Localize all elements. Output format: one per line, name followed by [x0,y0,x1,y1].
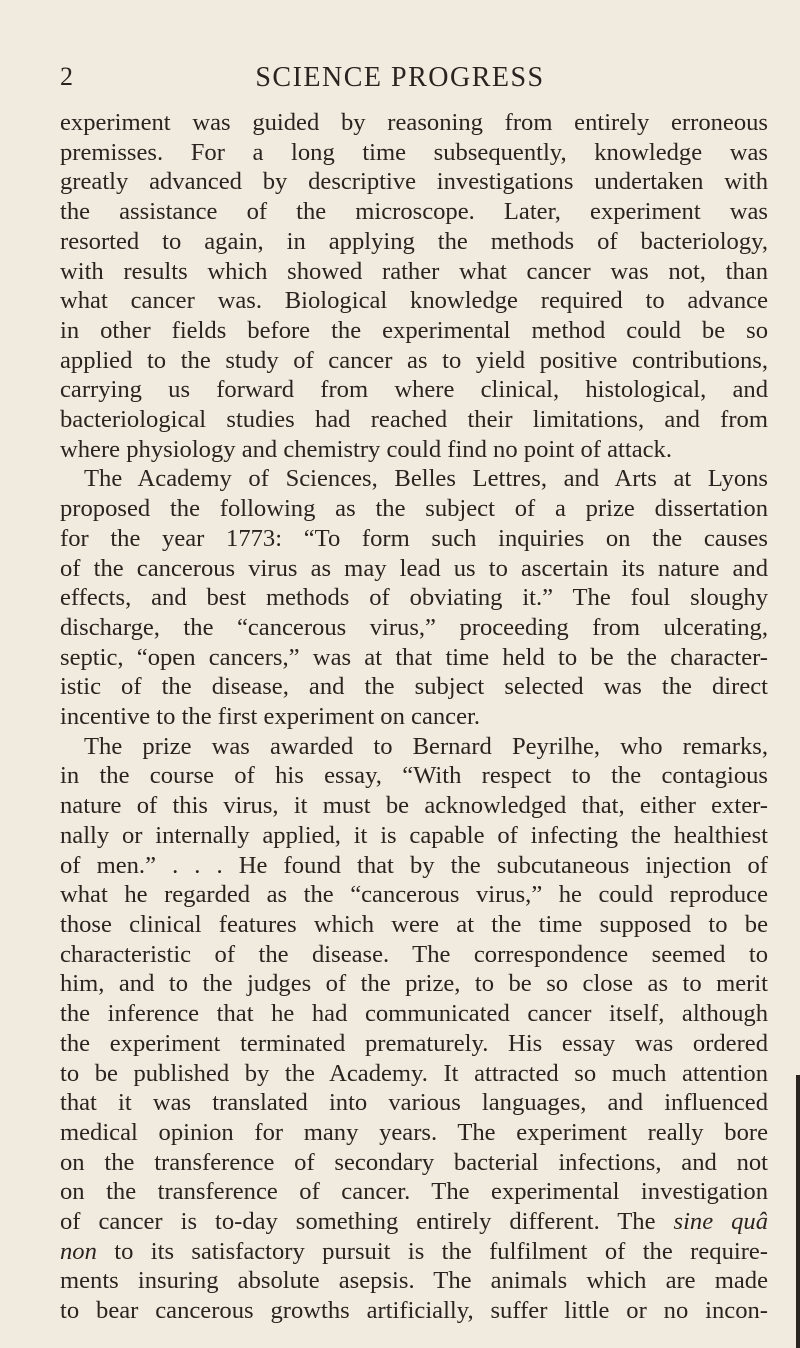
text-line: septic, “open cancers,” was at that time held to be the character- [60,643,768,671]
text-line: the assistance of the microscope. Later, experiment was [60,198,768,226]
text-line: what cancer was. Biological knowledge required to advance [60,287,768,315]
text-line: istic of the disease, and the subject selected was the direct [60,673,768,701]
body-text [60,108,768,1326]
text-line: effects, and best methods of obviating it.” The foul sloughy [60,584,768,612]
text-line: incentive to the first experiment on cancer. [60,703,480,731]
text-line: in the course of his essay, “With respect to the contagious [60,762,768,790]
text-line: those clinical features which were at the time supposed to be [60,910,768,938]
page-edge-shadow [796,1075,800,1348]
text-line: premisses. For a long time subsequently, knowledge was [60,138,768,166]
text-line: discharge, the “cancerous virus,” proceeding from ulcerating, [60,613,768,641]
text-line: greatly advanced by descriptive investigations undertaken with [60,168,768,196]
text-line: ments insuring absolute asepsis. The animals which are made [60,1267,768,1295]
paragraph-1 [60,108,768,464]
text-line: experiment was guided by reasoning from entirely erroneous [60,109,768,136]
text-line: non to its satisfactory pursuit is the fulfilment of the require- [60,1237,768,1265]
text-line: of the cancerous virus as may lead us to ascertain its nature and [60,554,768,582]
text-line: bacteriological studies had reached their limitations, and from [60,406,768,434]
text-line: medical opinion for many years. The experiment really bore [60,1118,768,1146]
text-line: the inference that he had communicated cancer itself, although [60,1000,768,1028]
paragraph-2 [60,464,768,731]
text-line: that it was translated into various languages, and influenced [60,1089,768,1117]
text-line: nally or internally applied, it is capable of infecting the healthiest [60,821,768,849]
text-line: The Academy of Sciences, Belles Lettres, and Arts at Lyons [84,465,768,493]
text-line: in other fields before the experimental method could be so [60,316,768,344]
text-line: on the transference of secondary bacterial infections, and not [60,1148,768,1176]
text-line: The prize was awarded to Bernard Peyrilhe, who remarks, [84,732,768,760]
text-line: of men.” . . . He found that by the subcutaneous injection of [60,851,768,879]
text-line: applied to the study of cancer as to yield positive contributions, [60,346,768,374]
text-line: where physiology and chemistry could find no point of attack. [60,435,672,463]
text-line: to be published by the Academy. It attracted so much attention [60,1059,768,1087]
page-number: 2 [60,62,74,91]
text-line: proposed the following as the subject of a prize dissertation [60,495,768,523]
text-line: characteristic of the disease. The correspondence seemed to [60,940,768,968]
text-line: the experiment terminated prematurely. His essay was ordered [60,1029,768,1057]
text-line: with results which showed rather what cancer was not, than [60,257,768,285]
text-line: him, and to the judges of the prize, to be so close as to merit [60,970,768,998]
paragraph-3 [60,732,768,1326]
text-line: what he regarded as the “cancerous virus,” he could reproduce [60,881,768,909]
running-head: SCIENCE PROGRESS [255,62,545,93]
text-line: on the transference of cancer. The experimental investigation [60,1178,768,1206]
text-line: resorted to again, in applying the methods of bacteriology, [60,227,768,255]
text-line: nature of this virus, it must be acknowledged that, either exter- [60,792,768,820]
text-line: for the year 1773: “To form such inquiries on the causes [60,524,768,552]
page-header [0,62,800,102]
text-line: to bear cancerous growths artificially, suffer little or no incon- [60,1297,768,1325]
text-line: carrying us forward from where clinical, histological, and [60,376,768,404]
text-line: of cancer is to-day something entirely different. The sine quâ [60,1208,768,1236]
